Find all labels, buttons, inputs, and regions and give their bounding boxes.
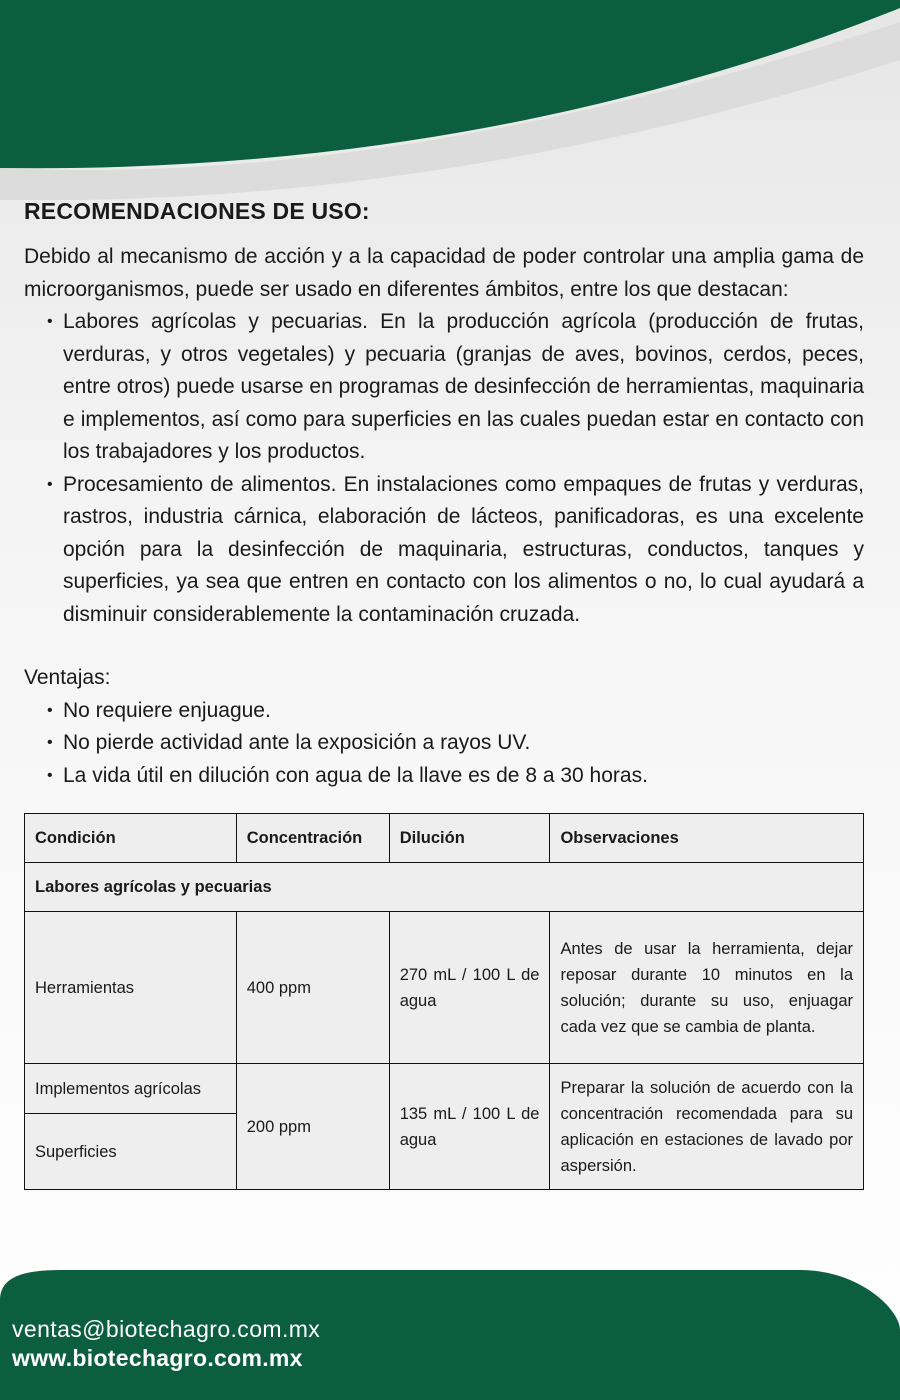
list-item: • No requiere enjuague. [63, 695, 864, 728]
ventajas-list [24, 695, 864, 793]
cell-concentracion: 200 ppm [236, 1064, 389, 1190]
list-item: • La vida útil en dilución con agua de la llave es de 8 a 30 horas. [63, 760, 864, 793]
cell-observaciones: Preparar la solución de acuerdo con la concentración recomendada para su aplicación en estaciones de lavado por aspersión. [550, 1064, 864, 1190]
header-green-wave [0, 0, 900, 200]
cell-concentracion: 400 ppm [236, 912, 389, 1064]
table-section-row [25, 863, 864, 912]
list-item: • Labores agrícolas y pecuarias. En la producción agrícola (producción de frutas, verduras, y otros vegetales) y pecuaria (granjas de aves, bovinos, cerdos, peces, entre otros) puede usarse en programas de desinfección de herramientas, maquinaria e implementos, así como para superficies en las cuales puedan estar en contacto con los trabajadores y los productos. [63, 306, 864, 469]
cell-condicion: Implementos agrícolas [25, 1064, 237, 1114]
uses-list [24, 306, 864, 631]
website-link[interactable]: www.biotechagro.com.mx [12, 1345, 303, 1371]
main-content [24, 198, 864, 1190]
list-item: • Procesamiento de alimentos. En instalaciones como empaques de frutas y verduras, rastros, industria cárnica, elaboración de lácteos, panificadoras, es una excelente opción para la desinfección de maquinaria, estructuras, conductos, tanques y superficies, ya sea que entren en contacto con los alimentos o no, lo cual ayudará a disminuir considerablemente la contaminación cruzada. [63, 469, 864, 632]
email-link[interactable]: ventas@biotechagro.com.mx [12, 1316, 321, 1342]
cell-condicion: Herramientas [25, 912, 237, 1064]
dosage-table [24, 813, 864, 1190]
table-row [25, 912, 864, 1064]
cell-observaciones: Antes de usar la herramienta, dejar reposar durante 10 minutos en la solución; durante su uso, enjuagar cada vez que se cambia de planta. [550, 912, 864, 1064]
table-header-row [25, 814, 864, 863]
section-label: Labores agrícolas y pecuarias [25, 863, 864, 912]
header-observaciones: Observaciones [550, 814, 864, 863]
list-item: • No pierde actividad ante la exposición a rayos UV. [63, 727, 864, 760]
page-title: RECOMENDACIONES DE USO: [24, 198, 370, 224]
header-condicion: Condición [25, 814, 237, 863]
cell-dilucion: 135 mL / 100 L de agua [389, 1064, 550, 1190]
intro-paragraph: Debido al mecanismo de acción y a la capacidad de poder controlar una amplia gama de microorganismos, puede ser usado en diferentes ámbitos, entre los que destacan: [24, 245, 864, 301]
cell-condicion: Superficies [25, 1114, 237, 1190]
cell-dilucion: 270 mL / 100 L de agua [389, 912, 550, 1064]
ventajas-heading: Ventajas: [24, 666, 111, 689]
table-row [25, 1064, 864, 1114]
header-concentracion: Concentración [236, 814, 389, 863]
footer-contact [12, 1316, 320, 1372]
header-dilucion: Dilución [389, 814, 550, 863]
